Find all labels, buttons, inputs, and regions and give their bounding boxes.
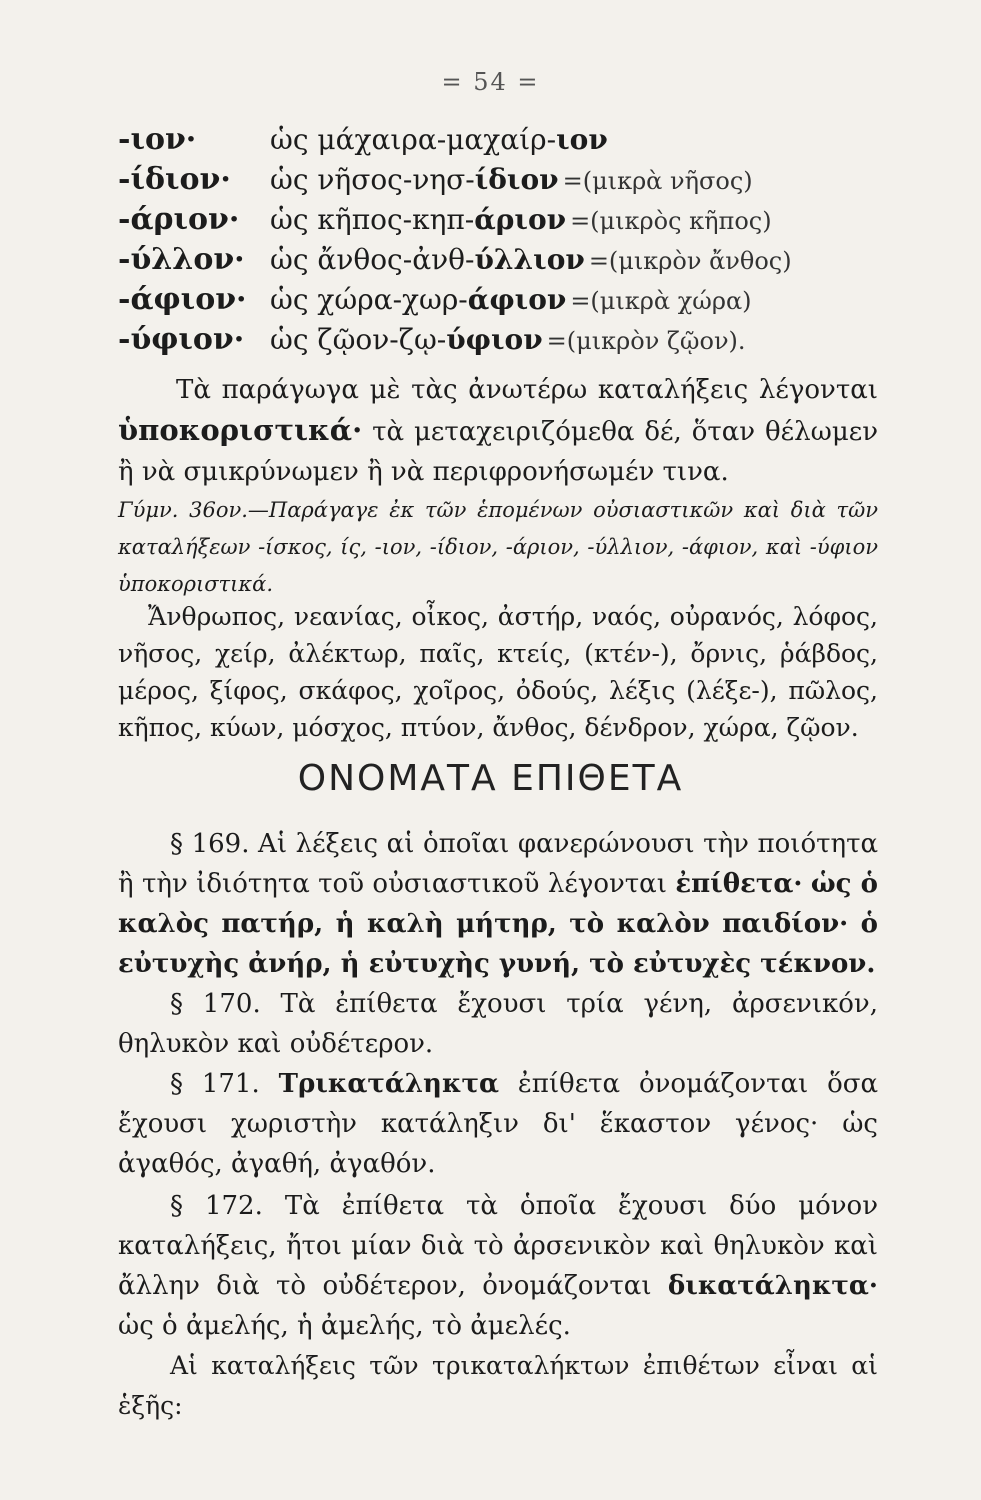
suffix-label: -ύλλον· xyxy=(118,242,245,277)
suffix-example: ὡς μάχαιρα-μαχαίρ-ιον xyxy=(270,123,608,156)
section-172: § 172. Τὰ ἐπίθετα τὰ ὁποῖα ἔχουσι δύο μόνον καταλήξεις, ἤτοι μίαν διὰ τὸ ἀρσενικὸν καὶ θηλυκὸν καὶ ἄλλην διὰ τὸ οὐδέτερον, ὀνομάζονται δικατάληκτα· ὡς ὁ ἀμελής, ἡ ἀμελής, τὸ ἀμελές. xyxy=(118,1191,879,1341)
section-number: § 169. xyxy=(170,829,250,859)
defined-term: δικατάληκτα· xyxy=(667,1271,878,1301)
suffix-example: ὡς νῆσος-νησ-ίδιον xyxy=(270,163,559,196)
suffix-row xyxy=(118,282,878,322)
closing-line: Αἱ καταλήξεις τῶν τρικαταλήκτων ἐπιθέτων εἶναι αἱ ἑξῆς: xyxy=(118,1351,878,1420)
section-number: § 171. xyxy=(170,1069,260,1099)
suffix-gloss: =(μικρὰ χώρα) xyxy=(570,287,752,315)
word-list-paragraph: Ἄνθρωπος, νεανίας, οἶκος, ἀστήρ, ναός, οὐρανός, λόφος, νῆσος, χείρ, ἀλέκτωρ, παῖς, κτείς, (κτέν-), ὄρνις, ῥάβδος, μέρος, ξίφος, σκάφος, χοῖρος, ὀδούς, λέξις (λέξε-), πῶλος, κῆπος, κύων, μόσχος, πτύον, ἄνθος, δένδρον, χώρα, ζῷον. xyxy=(118,602,878,742)
suffix-label: -ύφιον· xyxy=(118,322,245,357)
section-171: § 171. Τρικατάληκτα ἐπίθετα ὀνομάζονται ὅσα ἔχουσι χωριστὴν κατάληξιν δι' ἕκαστον γένος· ὡς ἀγαθός, ἀγαθή, ἀγαθόν. xyxy=(118,1069,879,1179)
suffix-example: ὡς ἄνθος-ἀνθ-ύλλιον xyxy=(270,243,585,276)
section-number: § 172. xyxy=(170,1191,263,1221)
diminutive-term: ὑποκοριστικά· xyxy=(118,413,363,447)
suffix-list xyxy=(118,122,878,362)
suffix-label: -ιον· xyxy=(118,122,197,157)
section-number: § 170. xyxy=(170,989,261,1019)
suffix-example: ὡς κῆπος-κηπ-άριον xyxy=(270,203,567,236)
suffix-gloss: =(μικρὰ νῆσος) xyxy=(562,167,753,195)
suffix-gloss: =(μικρὸς κῆπος) xyxy=(570,207,772,235)
suffix-gloss: =(μικρὸν ζῷον). xyxy=(546,327,746,355)
page-number: = 54 = xyxy=(441,68,540,96)
suffix-example: ὡς ζῷον-ζῳ-ύφιον xyxy=(270,323,543,356)
suffix-label: -άφιον· xyxy=(118,282,247,317)
suffix-label: -άριον· xyxy=(118,202,240,237)
section-170: § 170. Τὰ ἐπίθετα ἔχουσι τρία γένη, ἀρσενικόν, θηλυκὸν καὶ οὐδέτερον. xyxy=(118,989,878,1059)
suffix-row xyxy=(118,122,878,162)
suffix-gloss: =(μικρὸν ἄνθος) xyxy=(588,247,792,275)
defined-term: ἐπίθετα· xyxy=(675,869,803,899)
section-heading: ΟΝΟΜΑΤΑ ΕΠΙΘΕΤΑ xyxy=(297,758,684,799)
defined-term: Τρικατάληκτα xyxy=(278,1069,499,1099)
section-169: § 169. Αἱ λέξεις αἱ ὁποῖαι φανερώνουσι τὴν ποιότητα ἢ τὴν ἰδιότητα τοῦ οὐσιαστικοῦ λέγονται ἐπίθετα· ὡς ὁ καλὸς πατήρ, ἡ καλὴ μήτηρ, τὸ καλὸν παιδίον· ὁ εὐτυχὴς ἀνήρ, ἡ εὐτυχὴς γυνή, τὸ εὐτυχὲς τέκνον. xyxy=(118,829,879,979)
suffix-row xyxy=(118,242,878,282)
suffix-row xyxy=(118,322,878,362)
suffix-row xyxy=(118,202,878,242)
suffix-row xyxy=(118,162,878,202)
diminutive-paragraph: Τὰ παράγωγα μὲ τὰς ἀνωτέρω καταλήξεις λέγονται ὑποκοριστικά· τὰ μεταχειριζόμεθα δέ, ὅταν θέλωμεν ἢ νὰ σμικρύνωμεν ἢ νὰ περιφρονήσωμέν τινα. xyxy=(118,375,879,487)
suffix-example: ὡς χώρα-χωρ-άφιον xyxy=(270,283,567,316)
exercise-paragraph: Γύμν. 36ον.—Παράγαγε ἐκ τῶν ἑπομένων οὐσιαστικῶν καὶ διὰ τῶν καταλήξεων -ίσκος, ίς, -ιον, -ίδιον, -άριον, -ύλλιον, -άφιον, καὶ -ύφιον ὑποκοριστικά. xyxy=(118,498,878,596)
suffix-label: -ίδιον· xyxy=(118,162,231,197)
